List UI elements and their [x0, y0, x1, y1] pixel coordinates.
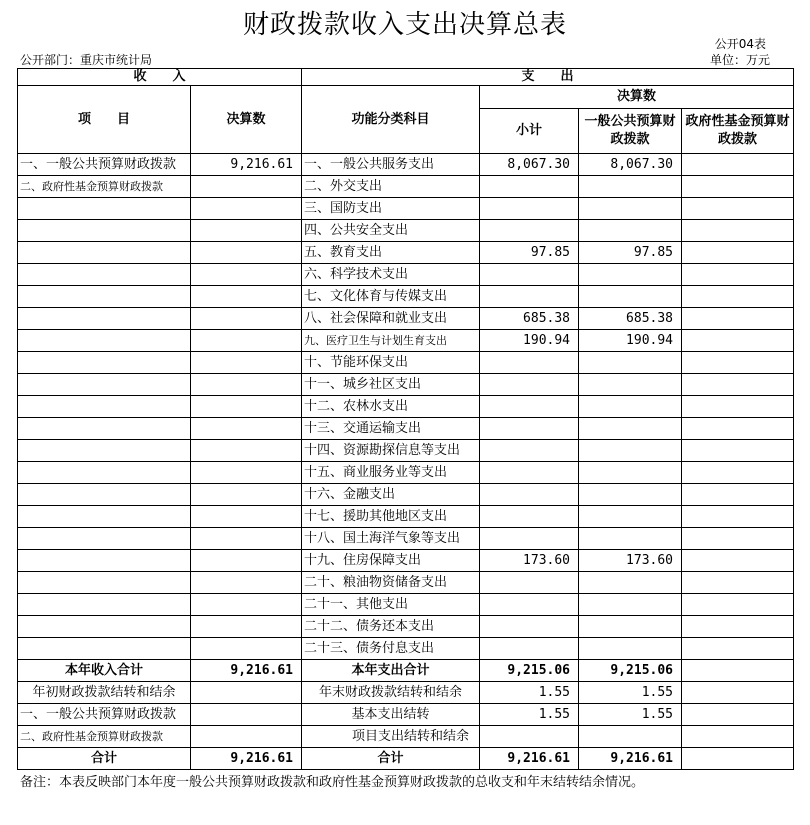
table-row — [18, 572, 794, 594]
income-total-label: 本年收入合计 — [18, 660, 191, 682]
grand-total-income-value: 9,216.61 — [191, 748, 302, 770]
table-row — [18, 506, 794, 528]
item-header: 项 目 — [18, 86, 191, 154]
expense-item-cell: 十七、援助其他地区支出 — [302, 506, 480, 528]
begin-balance-label: 年初财政拨款结转和结余 — [18, 682, 191, 704]
basic-carry-label: 基本支出结转 — [302, 704, 480, 726]
income-item-cell — [18, 638, 191, 660]
grand-total-expense-label: 合计 — [302, 748, 480, 770]
subtotal-cell — [480, 220, 579, 242]
income-amount-cell — [191, 484, 302, 506]
begin-balance-value — [191, 682, 302, 704]
income-item-cell — [18, 462, 191, 484]
grand-total-income-label: 合计 — [18, 748, 191, 770]
grand-total-subtotal: 9,216.61 — [480, 748, 579, 770]
gov-fund-header: 政府性基金预算财政拨款 — [682, 109, 794, 154]
income-amount-cell — [191, 352, 302, 374]
end-balance-subtotal: 1.55 — [480, 682, 579, 704]
expense-item-cell: 十五、商业服务业等支出 — [302, 462, 480, 484]
income-amount-cell — [191, 396, 302, 418]
general-budget-cell — [579, 396, 682, 418]
end-balance-general: 1.55 — [579, 682, 682, 704]
general-budget-cell — [579, 638, 682, 660]
income-total-value: 9,216.61 — [191, 660, 302, 682]
income-amount-cell — [191, 418, 302, 440]
gov-fund-cell — [682, 220, 794, 242]
general-budget-cell — [579, 220, 682, 242]
table-row — [18, 550, 794, 572]
table-row — [18, 176, 794, 198]
subtotal-cell: 97.85 — [480, 242, 579, 264]
project-carry-fund — [682, 726, 794, 748]
expense-total-subtotal: 9,215.06 — [480, 660, 579, 682]
income-item-cell — [18, 220, 191, 242]
table-row — [18, 220, 794, 242]
expense-item-cell: 九、医疗卫生与计划生育支出 — [302, 330, 480, 352]
table-row — [18, 462, 794, 484]
expense-item-cell: 二十、粮油物资储备支出 — [302, 572, 480, 594]
table-row — [18, 286, 794, 308]
final-amount-header: 决算数 — [191, 86, 302, 154]
income-item-cell — [18, 572, 191, 594]
expense-item-cell: 十八、国土海洋气象等支出 — [302, 528, 480, 550]
income-item-cell — [18, 418, 191, 440]
expense-item-cell: 十六、金融支出 — [302, 484, 480, 506]
table-row — [18, 352, 794, 374]
expense-item-cell: 十三、交通运输支出 — [302, 418, 480, 440]
expense-item-cell: 六、科学技术支出 — [302, 264, 480, 286]
table-row — [18, 242, 794, 264]
project-carry-general — [579, 726, 682, 748]
summary-row — [18, 726, 794, 748]
table-row — [18, 616, 794, 638]
general-budget-cell — [579, 418, 682, 440]
function-class-header: 功能分类科目 — [302, 86, 480, 154]
project-carry-subtotal — [480, 726, 579, 748]
general-budget-cell — [579, 176, 682, 198]
expense-item-cell: 二十三、债务付息支出 — [302, 638, 480, 660]
income-item-cell — [18, 484, 191, 506]
subtotal-cell — [480, 638, 579, 660]
expense-item-cell: 八、社会保障和就业支出 — [302, 308, 480, 330]
header-row-1 — [18, 69, 794, 86]
subtotal-cell: 685.38 — [480, 308, 579, 330]
general-budget-cell — [579, 506, 682, 528]
table-row — [18, 418, 794, 440]
expense-item-cell: 五、教育支出 — [302, 242, 480, 264]
income-amount-cell — [191, 286, 302, 308]
subtotal-cell — [480, 528, 579, 550]
footnote: 备注：本表反映部门本年度一般公共预算财政拨款和政府性基金预算财政拨款的总收支和年末结转结余情况。 — [20, 775, 645, 790]
income-item-cell — [18, 308, 191, 330]
general-budget-cell: 8,067.30 — [579, 154, 682, 176]
income-amount-cell — [191, 440, 302, 462]
expense-header: 支 出 — [302, 69, 794, 86]
subtotal-header: 小计 — [480, 109, 579, 154]
income-item-cell — [18, 352, 191, 374]
general-budget-cell — [579, 572, 682, 594]
income-item-cell — [18, 440, 191, 462]
income-amount-cell — [191, 374, 302, 396]
income-amount-cell — [191, 220, 302, 242]
department-label: 公开部门：重庆市统计局 — [20, 53, 153, 67]
general-budget-cell — [579, 440, 682, 462]
subtotal-cell — [480, 572, 579, 594]
basic-carry-subtotal: 1.55 — [480, 704, 579, 726]
gov-fund-cell — [682, 396, 794, 418]
expense-item-cell: 二十一、其他支出 — [302, 594, 480, 616]
income-amount-cell — [191, 638, 302, 660]
gov-fund-cell — [682, 286, 794, 308]
gov-fund-cell — [682, 594, 794, 616]
income-item-cell — [18, 286, 191, 308]
table-row — [18, 154, 794, 176]
gov-fund-cell — [682, 484, 794, 506]
gov-fund-cell — [682, 440, 794, 462]
income-header: 收 入 — [18, 69, 302, 86]
table-row — [18, 264, 794, 286]
header-row-2 — [18, 86, 794, 109]
basic-carry-fund — [682, 704, 794, 726]
subtotal-cell: 190.94 — [480, 330, 579, 352]
subtotal-cell: 173.60 — [480, 550, 579, 572]
gov-fund-cell — [682, 528, 794, 550]
summary-row — [18, 704, 794, 726]
basic-carry-general: 1.55 — [579, 704, 682, 726]
budget-table — [17, 68, 794, 770]
table-row — [18, 528, 794, 550]
income-amount-cell — [191, 462, 302, 484]
income-item-cell — [18, 330, 191, 352]
summary-row — [18, 660, 794, 682]
income-item-cell — [18, 242, 191, 264]
subtotal-cell — [480, 506, 579, 528]
income-amount-cell — [191, 506, 302, 528]
subtotal-cell — [480, 616, 579, 638]
income-item-cell — [18, 550, 191, 572]
income-amount-cell — [191, 264, 302, 286]
table-row — [18, 440, 794, 462]
subtotal-cell — [480, 396, 579, 418]
subtotal-cell — [480, 176, 579, 198]
subtotal-cell — [480, 594, 579, 616]
income-amount-cell — [191, 550, 302, 572]
expense-total-label: 本年支出合计 — [302, 660, 480, 682]
table-row — [18, 308, 794, 330]
expense-item-cell: 十九、住房保障支出 — [302, 550, 480, 572]
income-item-cell — [18, 374, 191, 396]
gov-fund-cell — [682, 638, 794, 660]
subtotal-cell — [480, 418, 579, 440]
summary-row — [18, 682, 794, 704]
expense-item-cell: 十四、资源勘探信息等支出 — [302, 440, 480, 462]
income-amount-cell — [191, 528, 302, 550]
gov-fund-cell — [682, 550, 794, 572]
income-item-cell: 一、一般公共预算财政拨款 — [18, 154, 191, 176]
table-row — [18, 484, 794, 506]
subtotal-cell — [480, 462, 579, 484]
general-budget-cell — [579, 286, 682, 308]
gov-fund-cell — [682, 242, 794, 264]
table-row — [18, 638, 794, 660]
expense-total-fund — [682, 660, 794, 682]
begin-fund-label: 二、政府性基金预算财政拨款 — [18, 726, 191, 748]
expense-total-general: 9,215.06 — [579, 660, 682, 682]
gov-fund-cell — [682, 154, 794, 176]
gov-fund-cell — [682, 198, 794, 220]
income-amount-cell — [191, 308, 302, 330]
end-balance-fund — [682, 682, 794, 704]
table-row — [18, 198, 794, 220]
income-amount-cell — [191, 330, 302, 352]
begin-general-label: 一、一般公共预算财政拨款 — [18, 704, 191, 726]
general-budget-cell — [579, 198, 682, 220]
table-row — [18, 374, 794, 396]
income-amount-cell — [191, 198, 302, 220]
page-title: 财政拨款收入支出决算总表 — [242, 10, 567, 40]
gov-fund-cell — [682, 264, 794, 286]
general-budget-cell — [579, 528, 682, 550]
subtotal-cell — [480, 198, 579, 220]
income-amount-cell — [191, 572, 302, 594]
income-item-cell — [18, 396, 191, 418]
general-budget-cell — [579, 264, 682, 286]
table-row — [18, 330, 794, 352]
income-item-cell — [18, 264, 191, 286]
income-amount-cell: 9,216.61 — [191, 154, 302, 176]
begin-general-value — [191, 704, 302, 726]
income-item-cell — [18, 594, 191, 616]
expense-item-cell: 四、公共安全支出 — [302, 220, 480, 242]
income-item-cell — [18, 528, 191, 550]
expense-item-cell: 一、一般公共服务支出 — [302, 154, 480, 176]
project-carry-label: 项目支出结转和结余 — [302, 726, 480, 748]
gov-fund-cell — [682, 352, 794, 374]
gov-fund-cell — [682, 616, 794, 638]
final-amount-group-header: 决算数 — [480, 86, 794, 109]
income-item-cell — [18, 616, 191, 638]
subtotal-cell — [480, 484, 579, 506]
general-budget-cell — [579, 594, 682, 616]
grand-total-general: 9,216.61 — [579, 748, 682, 770]
expense-item-cell: 二、外交支出 — [302, 176, 480, 198]
unit-label: 单位：万元 — [709, 53, 770, 67]
form-number: 公开04表 — [714, 37, 766, 51]
income-item-cell — [18, 198, 191, 220]
general-budget-cell: 685.38 — [579, 308, 682, 330]
gov-fund-cell — [682, 462, 794, 484]
expense-item-cell: 二十二、债务还本支出 — [302, 616, 480, 638]
general-budget-cell — [579, 484, 682, 506]
general-budget-cell: 190.94 — [579, 330, 682, 352]
expense-item-cell: 七、文化体育与传媒支出 — [302, 286, 480, 308]
table-row — [18, 594, 794, 616]
subtotal-cell — [480, 286, 579, 308]
general-budget-cell — [579, 352, 682, 374]
gov-fund-cell — [682, 308, 794, 330]
end-balance-label: 年末财政拨款结转和结余 — [302, 682, 480, 704]
income-item-cell: 二、政府性基金预算财政拨款 — [18, 176, 191, 198]
gov-fund-cell — [682, 330, 794, 352]
subtotal-cell — [480, 352, 579, 374]
gov-fund-cell — [682, 418, 794, 440]
grand-total-fund — [682, 748, 794, 770]
expense-item-cell: 十一、城乡社区支出 — [302, 374, 480, 396]
subtotal-cell — [480, 264, 579, 286]
table-row — [18, 396, 794, 418]
income-amount-cell — [191, 616, 302, 638]
general-budget-header: 一般公共预算财政拨款 — [579, 109, 682, 154]
gov-fund-cell — [682, 374, 794, 396]
income-item-cell — [18, 506, 191, 528]
summary-row — [18, 748, 794, 770]
gov-fund-cell — [682, 506, 794, 528]
gov-fund-cell — [682, 572, 794, 594]
expense-item-cell: 三、国防支出 — [302, 198, 480, 220]
subtotal-cell — [480, 440, 579, 462]
begin-fund-value — [191, 726, 302, 748]
gov-fund-cell — [682, 176, 794, 198]
general-budget-cell: 97.85 — [579, 242, 682, 264]
expense-item-cell: 十、节能环保支出 — [302, 352, 480, 374]
subtotal-cell: 8,067.30 — [480, 154, 579, 176]
income-amount-cell — [191, 242, 302, 264]
general-budget-cell — [579, 374, 682, 396]
expense-item-cell: 十二、农林水支出 — [302, 396, 480, 418]
general-budget-cell: 173.60 — [579, 550, 682, 572]
general-budget-cell — [579, 462, 682, 484]
general-budget-cell — [579, 616, 682, 638]
income-amount-cell — [191, 176, 302, 198]
subtotal-cell — [480, 374, 579, 396]
income-amount-cell — [191, 594, 302, 616]
